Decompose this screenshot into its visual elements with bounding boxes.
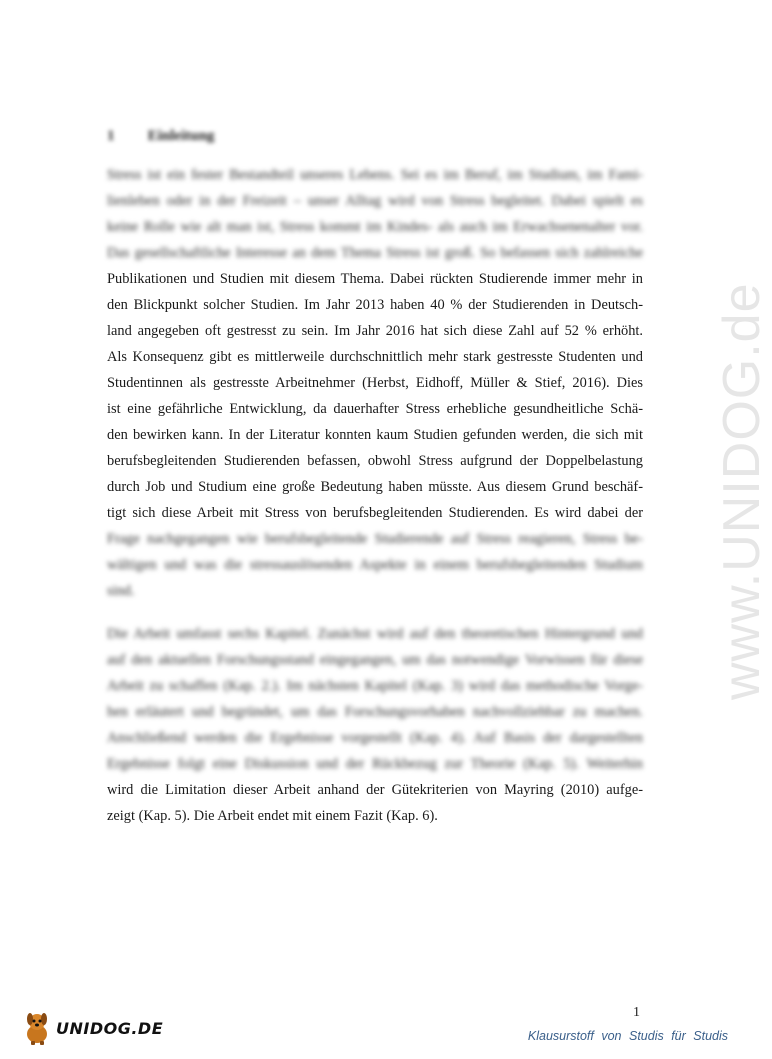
text-line: wird die Limitation dieser Arbeit anhand der Gütekriterien von Mayring (2010) aufge-: [107, 782, 643, 798]
blurred-text-line: hen erläutert und begründet, um das Forschungsvorhaben nachvollziehbar zu machen.: [107, 704, 643, 720]
watermark: www.UNIDOG.de: [713, 282, 771, 700]
text-line: Publikationen und Studien mit diesem Thema. Dabei rückten Studierende immer mehr in: [107, 271, 643, 287]
blurred-text-line: lienleben oder in der Freizeit – unser Alltag wird von Stress begleitet. Dabei spielt es: [107, 193, 643, 209]
text-line: land angegeben oft gestresst zu sein. Im Jahr 2016 hat sich diese Zahl auf 52 % erhöht.: [107, 323, 643, 339]
dog-mascot-icon: [22, 1010, 54, 1046]
text-line: durch Job und Studium eine große Bedeutung haben müsste. Aus diesem Grund beschäf-: [107, 479, 643, 495]
text-line: Studentinnen als gestresste Arbeitnehmer (Herbst, Eidhoff, Müller & Stief, 2016). Dies: [107, 375, 643, 391]
blurred-text-line: Frage nachgegangen wie berufsbegleitende Studierende auf Stress reagieren, Stress be-: [107, 531, 643, 547]
logo-text: UNIDOG.DE: [56, 1018, 164, 1038]
text-line: ist eine gefährliche Entwicklung, da dauerhafter Stress erhebliche gesundheitliche Schä-: [107, 401, 643, 417]
chapter-number: 1: [107, 128, 115, 144]
unidog-logo: [22, 1008, 164, 1048]
page-number: 1: [633, 1005, 640, 1020]
text-line: den Blickpunkt solcher Studien. Im Jahr 2013 haben 40 % der Studierenden in Deutsch-: [107, 297, 643, 313]
blurred-text-line: Die Arbeit umfasst sechs Kapitel. Zunächst wird auf den theoretischen Hintergrund und: [107, 626, 643, 642]
blurred-text-line: Anschließend werden die Ergebnisse vorgestellt (Kap. 4). Auf Basis der dargestellten: [107, 730, 643, 746]
blurred-text-line: Ergebnisse folgt eine Diskussion und der Rückbezug zur Theorie (Kap. 5). Weiterhin: [107, 756, 643, 772]
blurred-text-line: wältigen und was die stressauslösenden Aspekte in einem berufsbegleitenden Studium: [107, 557, 643, 573]
blurred-text-line: keine Rolle wie alt man ist, Stress kommt im Kindes- als auch im Erwachsenenalter vor.: [107, 219, 643, 235]
footer-tagline: Klausurstoff von Studis für Studis: [527, 1029, 728, 1043]
text-line: berufsbegleitenden Studierenden befassen, obwohl Stress aufgrund der Doppelbelastung: [107, 453, 643, 469]
blurred-text-line: Das gesellschaftliche Interesse an dem Thema Stress ist groß. So befassen sich zahlreiche: [107, 245, 643, 261]
chapter-title: Einleitung: [147, 128, 215, 144]
text-line: den bewirken kann. In der Literatur konnten kaum Studien gefunden werden, die sich mit: [107, 427, 643, 443]
blurred-text-line: Arbeit zu schaffen (Kap. 2.). Im nächsten Kapitel (Kap. 3) wird das methodische Vorge-: [107, 678, 643, 694]
blurred-text-line: Stress ist ein fester Bestandteil unseres Lebens. Sei es im Beruf, im Studium, im Fami-: [107, 167, 643, 183]
chapter-heading: [107, 128, 214, 145]
text-line: Als Konsequenz gibt es mittlerweile durchschnittlich mehr stark gestresste Studenten und: [107, 349, 643, 365]
text-line: tigt sich diese Arbeit mit Stress von berufsbegleitenden Studierenden. Es wird dabei der: [107, 505, 643, 521]
text-line: zeigt (Kap. 5). Die Arbeit endet mit einem Fazit (Kap. 6).: [107, 808, 438, 824]
blurred-text-line: sind.: [107, 583, 135, 599]
blurred-text-line: auf den aktuellen Forschungsstand eingegangen, um das notwendige Vorwissen für diese: [107, 652, 643, 668]
